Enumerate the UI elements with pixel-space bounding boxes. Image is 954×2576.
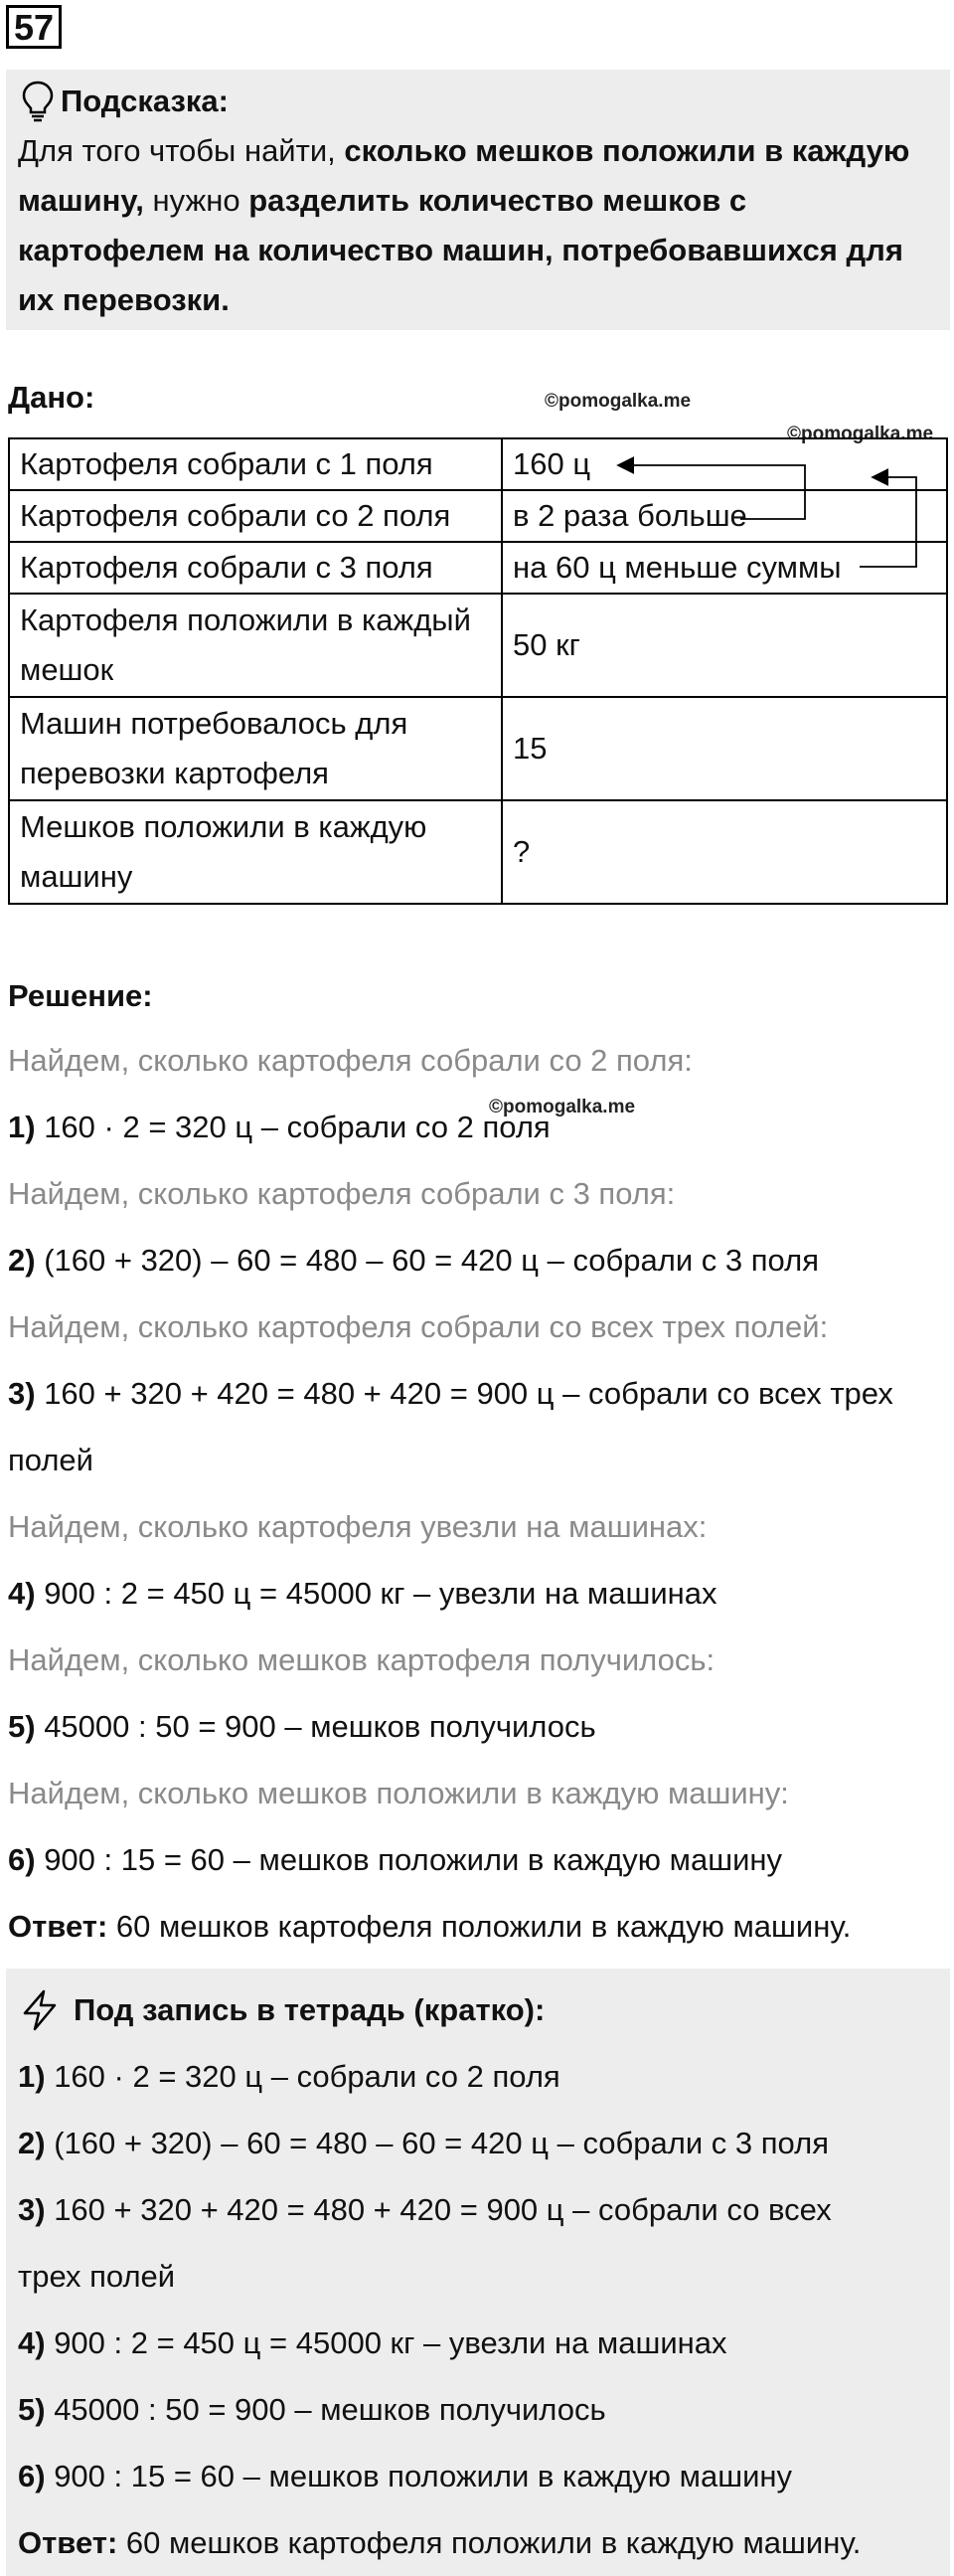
step-line: 5) 45000 : 50 = 900 – мешков получилось <box>8 1709 596 1744</box>
note-line: трех полей <box>18 2259 176 2294</box>
row-label: Картофеля положили в каждый мешок <box>9 594 502 697</box>
step-line: 4) 900 : 2 = 450 ц = 45000 кг – увезли на машинах <box>8 1576 717 1611</box>
lightbulb-icon <box>18 80 58 123</box>
step-line: 1) 160 · 2 = 320 ц – собрали со 2 поля <box>8 1110 551 1144</box>
row-value: 160 ц <box>502 438 947 490</box>
table-row <box>9 800 947 904</box>
step-comment: Найдем, сколько картофеля собрали с 3 поля: <box>8 1176 676 1211</box>
hint-title: Подсказка: <box>61 84 229 118</box>
row-value: ? <box>502 800 947 904</box>
row-label: Машин потребовалось для перевозки картофеля <box>9 697 502 800</box>
step-comment: Найдем, сколько мешков картофеля получилось: <box>8 1642 716 1677</box>
notes-title: Под запись в тетрадь (кратко): <box>74 1992 546 2027</box>
step-comment: Найдем, сколько картофеля собрали со всех трех полей: <box>8 1309 829 1344</box>
watermark: ©pomogalka.me <box>787 424 934 444</box>
note-line: 3) 160 + 320 + 420 = 480 + 420 = 900 ц – собрали со всех <box>18 2192 832 2227</box>
solution-label: Решение: <box>8 978 153 1013</box>
note-line: 4) 900 : 2 = 450 ц = 45000 кг – увезли на машинах <box>18 2325 727 2360</box>
lightning-icon <box>18 1988 62 2032</box>
step-line: 2) (160 + 320) – 60 = 480 – 60 = 420 ц – собрали с 3 поля <box>8 1243 819 1278</box>
table-row <box>9 490 947 542</box>
step-line-continued: полей <box>8 1443 93 1477</box>
note-line: 5) 45000 : 50 = 900 – мешков получилось <box>18 2392 606 2427</box>
note-line: 1) 160 · 2 = 320 ц – собрали со 2 поля <box>18 2059 560 2094</box>
table-row <box>9 542 947 594</box>
table-row <box>9 594 947 697</box>
watermark: ©pomogalka.me <box>489 1097 636 1117</box>
step-comment: Найдем, сколько картофеля собрали со 2 поля: <box>8 1043 693 1078</box>
step-comment: Найдем, сколько мешков положили в каждую машину: <box>8 1776 789 1810</box>
row-value: на 60 ц меньше суммы <box>502 542 947 594</box>
table-row <box>9 438 947 490</box>
note-line: 6) 900 : 15 = 60 – мешков положили в каждую машину <box>18 2459 793 2493</box>
step-line: 6) 900 : 15 = 60 – мешков положили в каждую машину <box>8 1842 783 1877</box>
answer-line: Ответ: 60 мешков картофеля положили в каждую машину. <box>8 1909 852 1944</box>
notes-answer-line: Ответ: 60 мешков картофеля положили в каждую машину. <box>18 2525 862 2560</box>
notes-box <box>6 1969 950 2576</box>
row-value: 15 <box>502 697 947 800</box>
given-table <box>8 437 948 905</box>
note-line: 2) (160 + 320) – 60 = 480 – 60 = 420 ц – собрали с 3 поля <box>18 2126 829 2160</box>
row-label: Картофеля собрали с 3 поля <box>9 542 502 594</box>
watermark: ©pomogalka.me <box>545 391 692 412</box>
hint-text: Для того чтобы найти, сколько мешков положили в каждую машину, нужно разделить количество мешков с картофелем на количество машин, потребовавшихся для их перевозки. <box>18 133 910 317</box>
row-label: Картофеля собрали со 2 поля <box>9 490 502 542</box>
hint-box <box>6 70 950 330</box>
row-label: Мешков положили в каждую машину <box>9 800 502 904</box>
table-row <box>9 697 947 800</box>
row-label: Картофеля собрали с 1 поля <box>9 438 502 490</box>
step-comment: Найдем, сколько картофеля увезли на машинах: <box>8 1509 708 1544</box>
row-value: в 2 раза больше <box>502 490 947 542</box>
row-value: 50 кг <box>502 594 947 697</box>
given-label: Дано: <box>8 380 95 415</box>
step-line: 3) 160 + 320 + 420 = 480 + 420 = 900 ц – собрали со всех трех <box>8 1376 893 1411</box>
task-number: 57 <box>6 5 62 49</box>
